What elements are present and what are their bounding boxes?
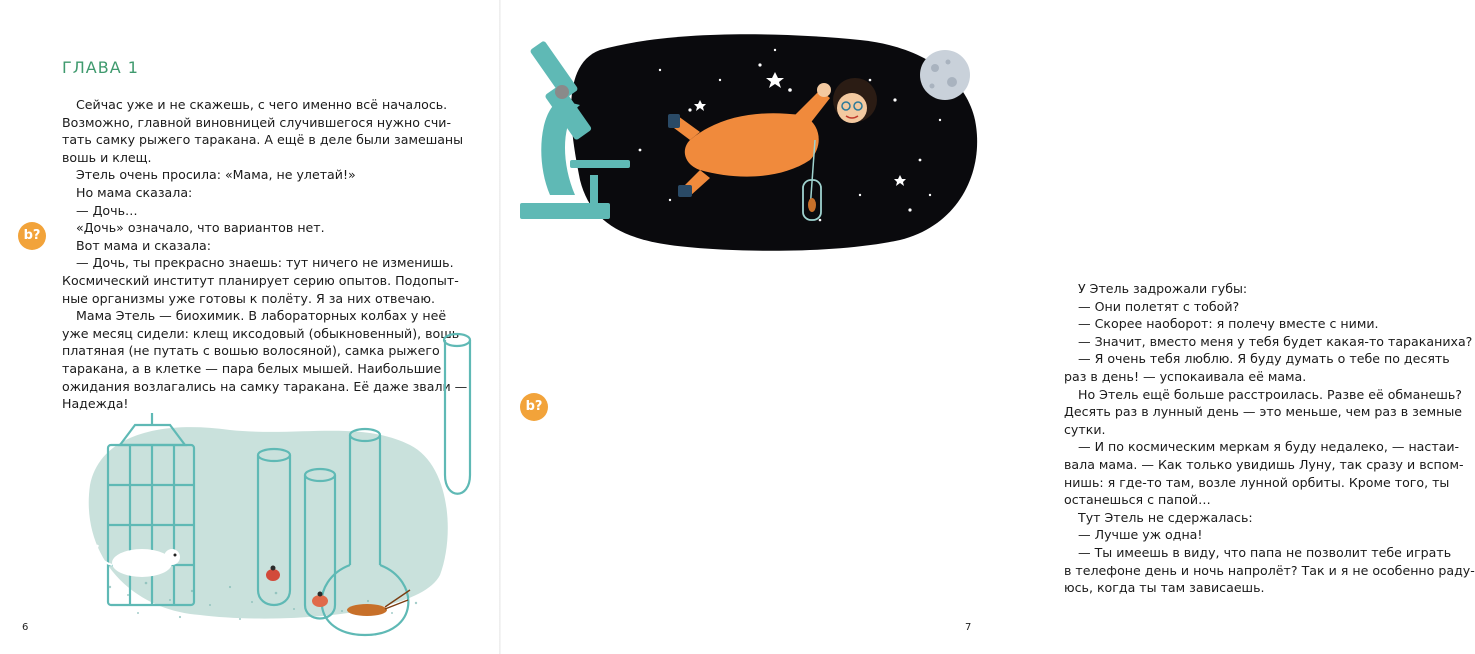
text-line: Но мама сказала: [76, 184, 193, 200]
text-line: Десять раз в лунный день — это меньше, чем раз в земные [1064, 404, 1463, 420]
lab-illustration [80, 325, 480, 635]
text-line: таракана, а в клетке — пара белых мышей. Наибольшие [62, 360, 442, 376]
text-line: У Этель задрожали губы: [1078, 281, 1248, 296]
text-line: — Дочь, ты прекрасно знаешь: тут ничего не изменишь. [76, 255, 454, 271]
text-line: в телефоне день и ночь напролёт? Так и я не особенно раду- [1064, 562, 1475, 578]
text-line: юсь, когда ты там зависаешь. [1064, 580, 1265, 596]
text-line: Вот мама и сказала: [76, 237, 211, 253]
text-line: Надежда! [62, 396, 129, 412]
text-line: сутки. [1064, 421, 1106, 437]
right-page [500, 0, 1475, 654]
text-line: ожидания возлагались на самку таракана. Её даже звали — [62, 378, 468, 394]
text-line: останешься с папой… [1064, 492, 1211, 508]
moon-icon [920, 50, 970, 100]
right-text-block [1064, 280, 1475, 597]
text-line: — Они полетят с тобой? [1078, 298, 1240, 314]
text-line: вала мама. — Как только увидишь Луну, так сразу и вспом- [1064, 456, 1464, 472]
text-line: — И по космическим меркам я буду недалеко, — настаи- [1078, 439, 1460, 455]
page-number-right: 7 [965, 622, 972, 633]
text-line: — Значит, вместо меня у тебя будет какая-то тараканиха? [1078, 333, 1473, 349]
text-line: Возможно, главной виновницей случившегося нужно счи- [62, 114, 452, 130]
text-line: Сейчас уже и не скажешь, с чего именно всё началось. [76, 97, 448, 112]
text-line: раз в день! — успокаивала её мама. [1064, 368, 1307, 384]
bilingual-badge[interactable]: b? [18, 222, 46, 250]
text-line: Космический институт планирует серию опытов. Подопыт- [62, 272, 459, 288]
text-line: нишь: я где-то там, возле лунной орбиты. Кроме того, ты [1064, 474, 1450, 490]
text-line: уже месяц сидели: клещ иксодовый (обыкновенный), вошь [62, 325, 460, 341]
text-line: «Дочь» означало, что вариантов нет. [76, 220, 325, 236]
text-line: — Я очень тебя люблю. Я буду думать о тебе по десять [1078, 351, 1450, 367]
background-blob [89, 427, 448, 619]
text-line: Тут Этель не сдержалась: [1078, 509, 1253, 525]
text-line: ные организмы уже готовы к полёту. Я за них отвечаю. [62, 290, 435, 306]
text-line: — Ты имеешь в виду, что папа не позволит тебе играть [1078, 544, 1452, 560]
text-line: — Дочь… [76, 202, 138, 218]
left-page [0, 0, 500, 654]
chapter-title: ГЛАВА 1 [62, 58, 139, 77]
bilingual-badge[interactable]: b? [520, 393, 548, 421]
text-line: — Лучше уж одна! [1078, 527, 1203, 543]
text-line: Этель очень просила: «Мама, не улетай!» [76, 167, 356, 183]
text-line: вошь и клещ. [62, 149, 152, 165]
text-line: — Скорее наоборот: я полечу вместе с ними. [1078, 316, 1379, 332]
text-line: Но Этель ещё больше расстроилась. Разве её обманешь? [1078, 386, 1462, 402]
text-line: тать самку рыжего таракана. А ещё в деле были замешаны [62, 132, 464, 148]
text-line: Мама Этель — биохимик. В лабораторных колбах у неё [76, 308, 447, 324]
text-line: платяная (не путать с вошью волосяной), самка рыжего [62, 343, 440, 359]
space-illustration [520, 20, 990, 250]
page-number-left: 6 [22, 622, 29, 633]
